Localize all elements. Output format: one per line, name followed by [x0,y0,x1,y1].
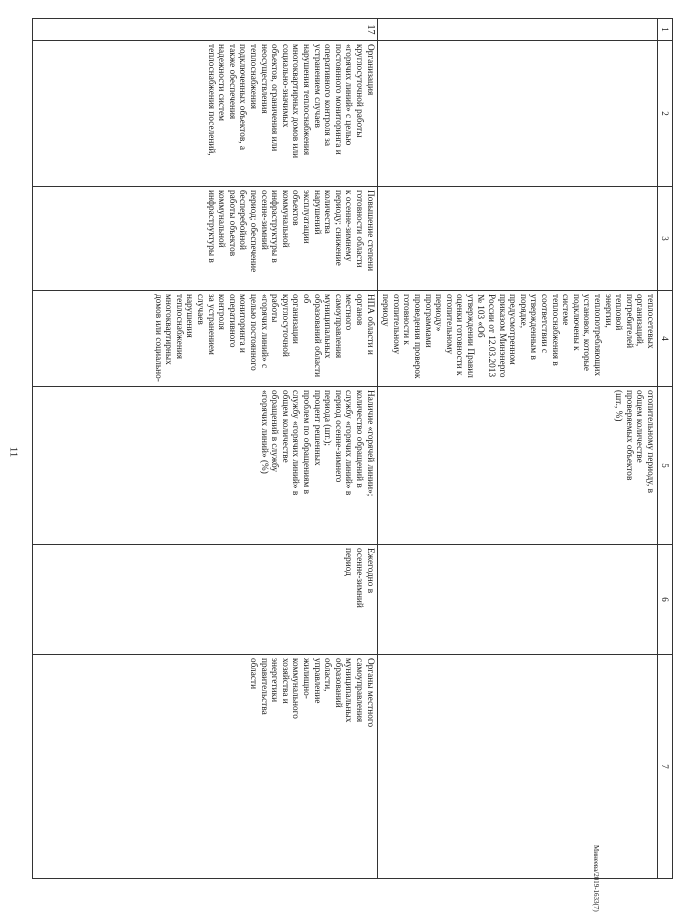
column-header: 6 [658,545,673,655]
table-row-17 [32,19,377,879]
column-header: 2 [658,41,673,187]
table-cell-responsible: Органы местного самоуправления муниципальных образований области, управление жилищно- коммунального хозяйства и энергетики правительства области [32,655,377,879]
column-header: 1 [658,19,673,41]
column-header: 7 [658,655,673,879]
table-cell-legal-basis: теплосетевых организаций, потребителей тепловой энергии, теплопотребляющих установок, которые подключены к системе теплоснабжения в соответствии с утвержденным в порядке, предусмотренном приказом Минэнерго России от 12.03.2013 № 103 «Об утверждении Правил оценки готовности к отопительному периоду» программами проведения проверок готовности к отопительному периоду [377,291,657,387]
page-number: 11 [7,446,20,458]
column-header: 3 [658,187,673,291]
column-header: 4 [658,291,673,387]
table-row-continued [377,19,657,879]
table-cell [377,545,657,655]
table-cell-deadline: Ежегодно в осенне-зимний период [32,545,377,655]
column-header: 5 [658,387,673,545]
table-cell [377,187,657,291]
row-number: 17 [32,19,377,41]
table-cell-result: Повышение степени готовности области к осенне-зимнему периоду; снижение количества нарушений эксплуатации объектов коммунальной инфраструктуры в осенне-зимний период; обеспечение бесперебойной работы объектов коммунальной инфраструктуры в [32,187,377,291]
table-cell-indicator: отопительному периоду, в общем количестве проверяемых объектов (шт., %) [377,387,657,545]
table-cell [377,41,657,187]
table-cell-indicator: Наличие «горячей линии»; количество обращений в службу «горячих линий» в период осенне-зимнего периода (шт.); процент решенных проблем по обращениям в службу «горячих линий» в общем количестве обращений в службу «горячих линий» (%) [32,387,377,545]
column-number-row [658,19,673,879]
measures-table [32,18,673,879]
rotated-table-frame [58,18,673,878]
table-cell-measure: Организация круглосуточной работы «горячих линий» с целью постоянного мониторинга и оперативного контроля за устранением случаев нарушения теплоснабжения многоквартирных домов или социально-значимых объектов, ограничения или неосуществления теплоснабжения подключенных объектов, а также обеспечения надежности систем теплоснабжения поселений, [32,41,377,187]
table-cell-legal-basis: НПА области и органов местного самоуправления муниципальных образований области об организации круглосуточной работы «горячих линий» с целью постоянного мониторинга и оперативного контроля за устранением случаев нарушения теплоснабжения многоквартирных домов или социально- [32,291,377,387]
rotated-table-content [58,18,673,878]
table-cell [377,655,657,879]
document-footer-reference: Минеева/2019-1633(7) [592,845,600,912]
table-cell [377,19,657,41]
